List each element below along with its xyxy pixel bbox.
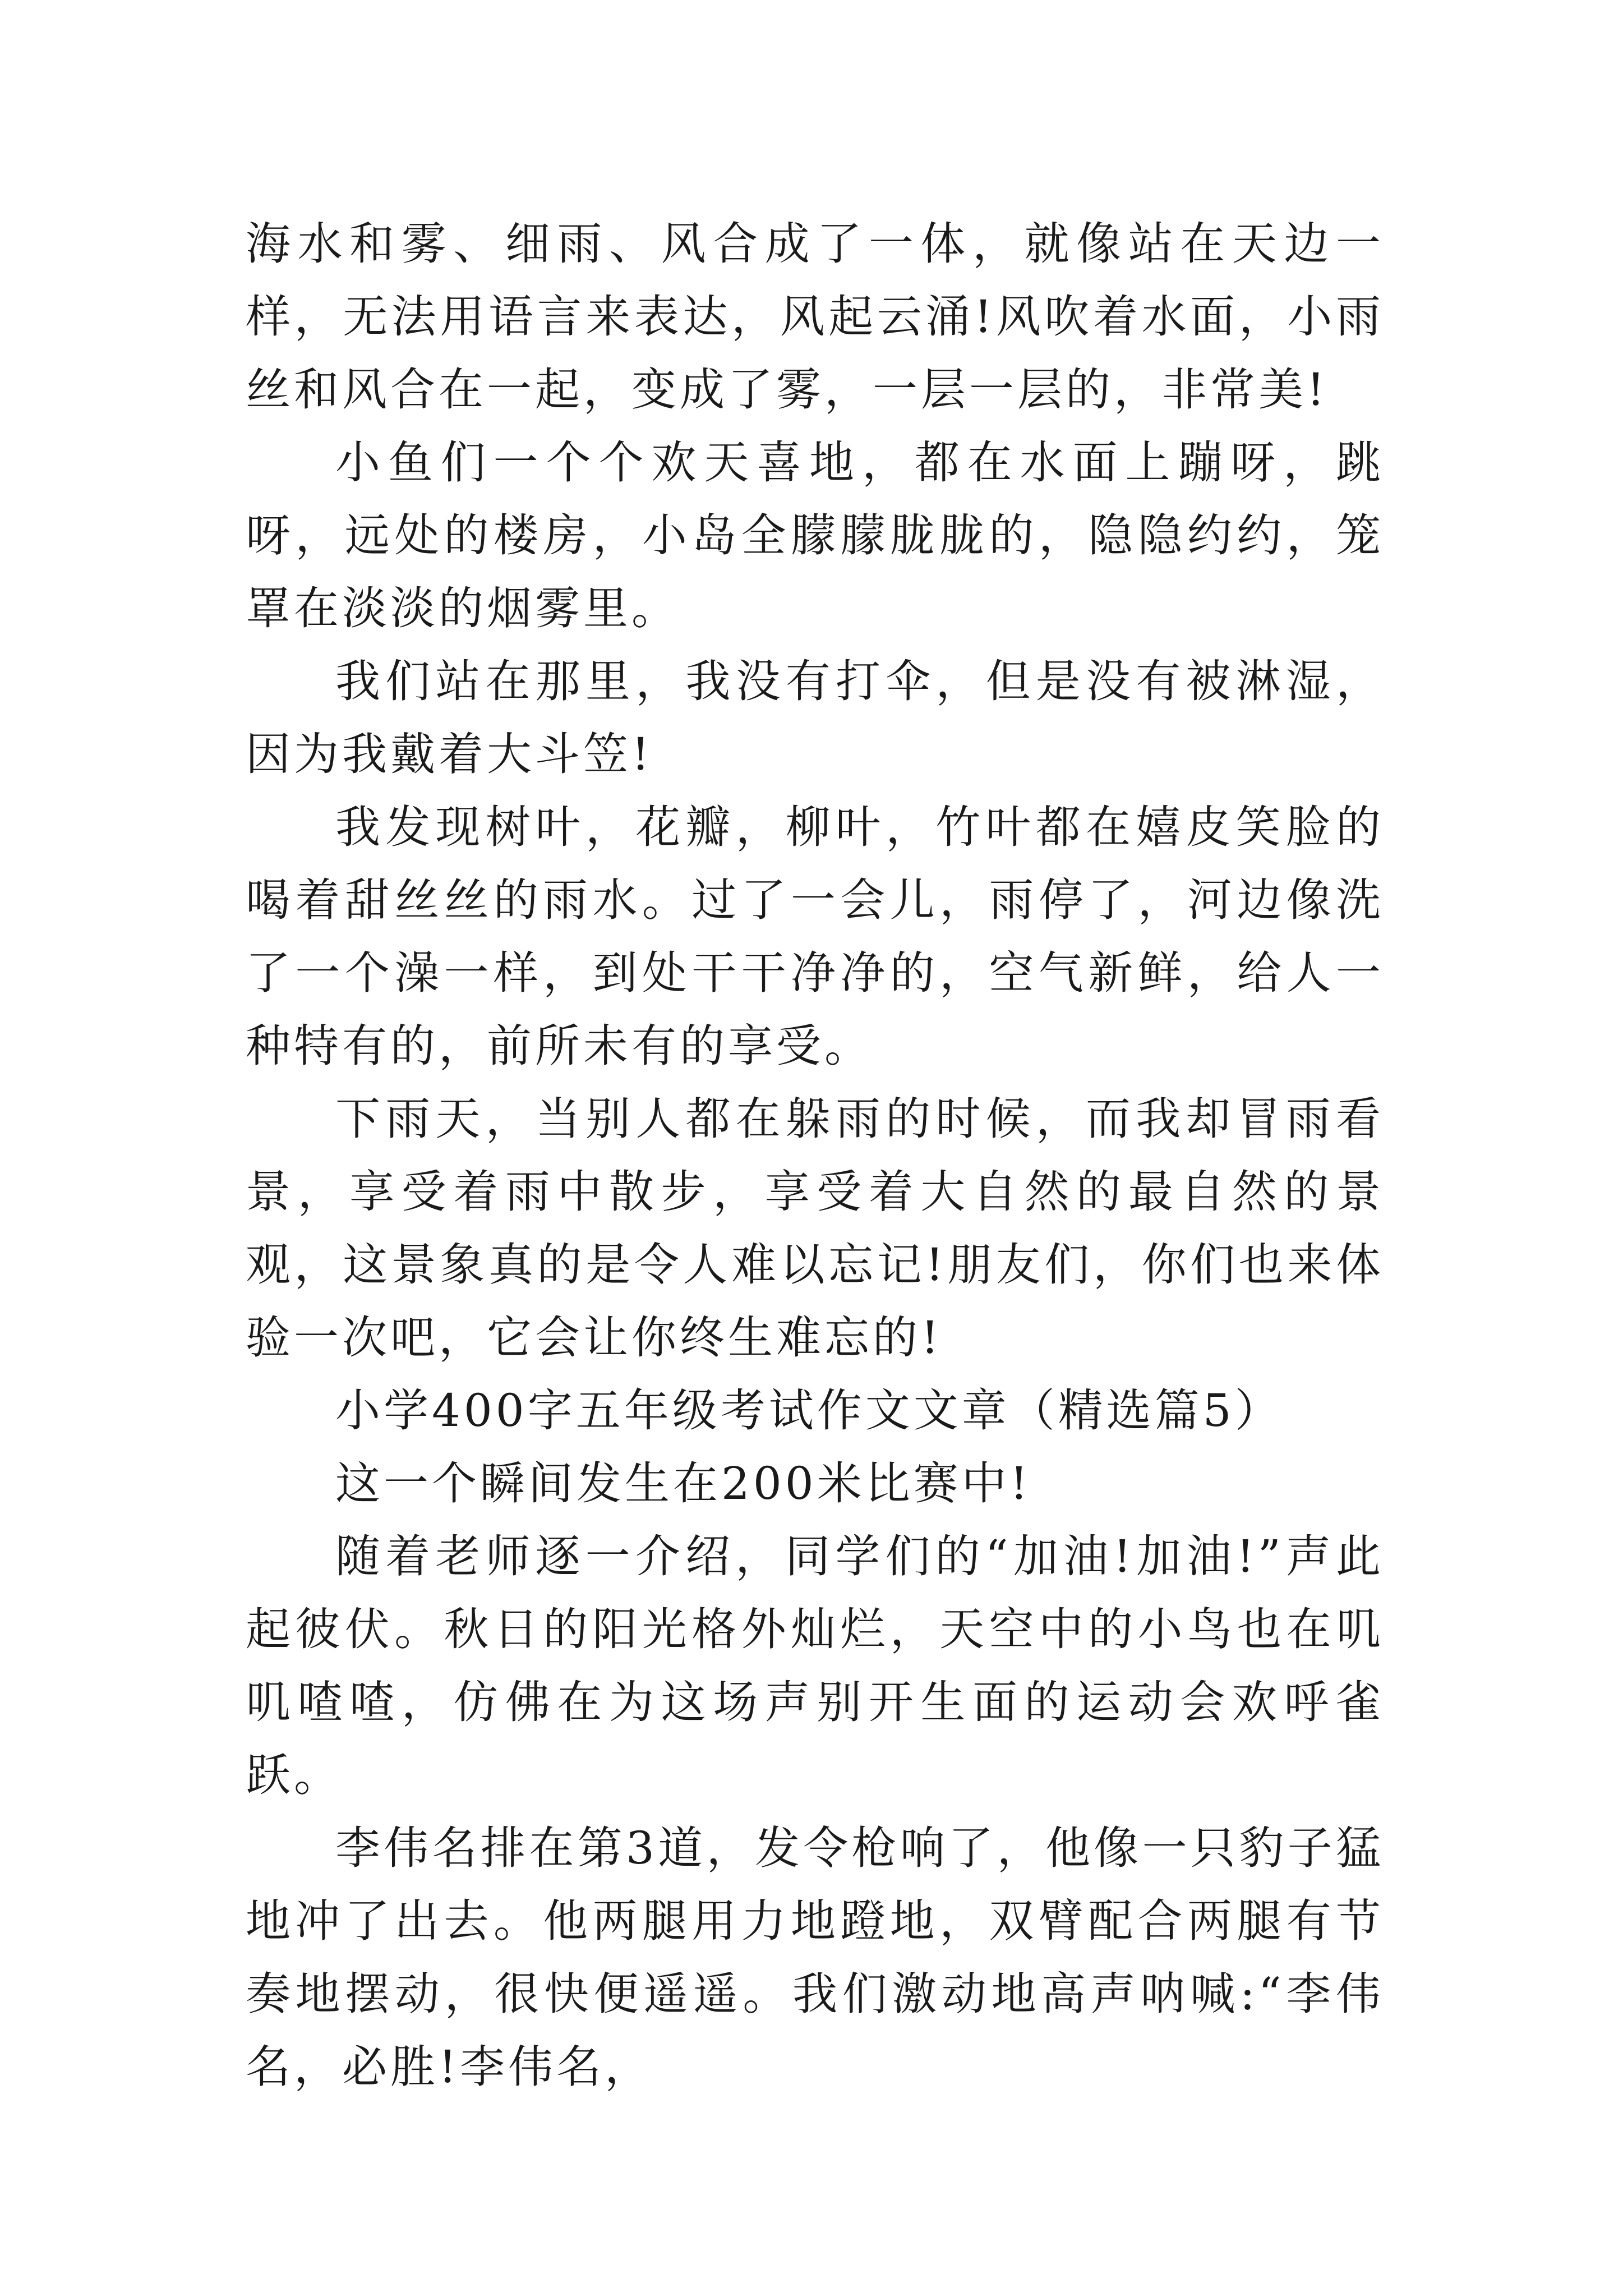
paragraph-fish: 小鱼们一个个欢天喜地，都在水面上蹦呀，跳呀，远处的楼房，小岛全朦朦胧胧的，隐隐约约，笼罩在淡淡的烟雾里。: [246, 436, 1384, 634]
paragraph-cheering: 随着老师逐一介绍，同学们的“加油!加油!”声此起彼伏。秋日的阳光格外灿烂，天空中的小鸟也在叽叽喳喳，仿佛在为这场声别开生面的运动会欢呼雀跃。: [246, 1530, 1384, 1801]
paragraph-standing: 我们站在那里，我没有打伞，但是没有被淋湿，因为我戴着大斗笠!: [246, 655, 1384, 780]
paragraph-race-intro: 这一个瞬间发生在200米比赛中!: [335, 1457, 1031, 1510]
paragraph-rainy-day: 下雨天，当别人都在躲雨的时候，而我却冒雨看景，享受着雨中散步，享受着大自然的最自然的景观，这景象真的是令人难以忘记!朋友们，你们也来体验一次吧，它会让你终生难忘的!: [246, 1093, 1384, 1364]
section-heading: 小学400字五年级考试作文文章（精选篇5）: [335, 1384, 1283, 1437]
paragraph-li-weiming: 李伟名排在第3道，发令枪响了，他像一只豹子猛地冲了出去。他两腿用力地蹬地，双臂配合两腿有节奏地摆动，很快便遥遥。我们激动地高声呐喊:“李伟名，必胜!李伟名，: [246, 1822, 1384, 2093]
article-body: [246, 208, 1384, 2104]
paragraph-leaves: 我发现树叶，花瓣，柳叶，竹叶都在嬉皮笑脸的喝着甜丝丝的雨水。过了一会儿，雨停了，河边像洗了一个澡一样，到处干干净净的，空气新鲜，给人一种特有的，前所未有的享受。: [246, 801, 1384, 1072]
paragraph-sea-fog: 海水和雾、细雨、风合成了一体，就像站在天边一样，无法用语言来表达，风起云涌!风吹着水面，小雨丝和风合在一起，变成了雾，一层一层的，非常美!: [246, 218, 1384, 416]
